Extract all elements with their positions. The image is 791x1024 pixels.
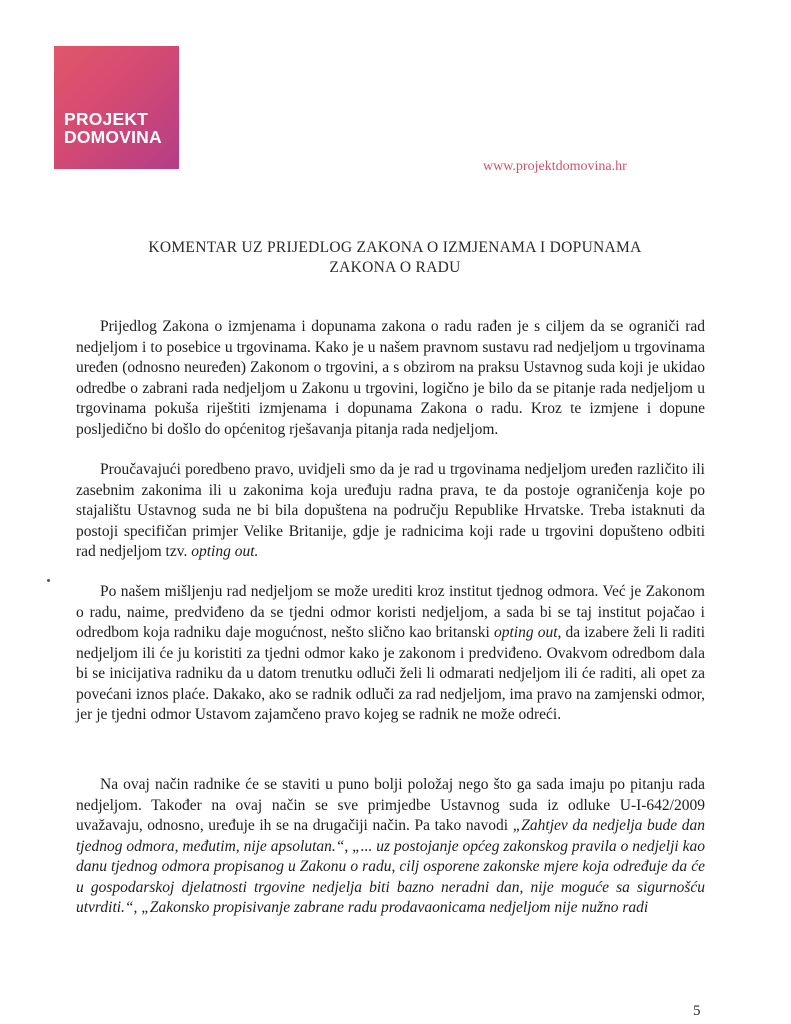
paragraph-4-italic: „Zahtjev da nedjelja bude dan tjednog odmora, međutim, nije apsolutan.“, „... uz postojanje općeg zakonskog pravila o nedjelji kao danu tjednog odmora propisanog u Zakonu o radu, cilj osporene zakonske mjere koja određuje da će u gospodarskoj djelatnosti trgovine nedjelja biti bazno neradni dan, nije moguće sa sigurnošću utvrditi.“, „Zakonsko propisivanje zabrane radu prodavaonicama nedjeljom nije nužno radi	[76, 817, 706, 916]
paragraph-4-text: Na ovaj način radnike će se staviti u puno bolji položaj nego što ga sada imaju po pitanju rada nedjeljom. Također na ovaj način se sve primjedbe Ustavnog suda iz odluke U-I-642/2009 uvažavaju, odnosno, uređuje ih se na drugačiji način. Pa tako navodi	[76, 776, 705, 834]
projekt-domovina-logo	[54, 46, 179, 169]
paragraph-3-italic: opting out,	[493, 624, 562, 641]
title-line1: KOMENTAR UZ PRIJEDLOG ZAKONA O IZMJENAMA I DOPUNAMA	[148, 239, 642, 256]
logo-line2: DOMOVINA	[64, 127, 162, 147]
paragraph-2-italic: opting out.	[191, 543, 259, 560]
logo-line1: PROJEKT	[64, 109, 149, 129]
paragraph-2-text: Proučavajući poredbeno pravo, uvidjeli smo da je rad u trgovinama nedjeljom uređen različito ili zasebnim zakonima ili u zakonima koja uređuju radna prava, te da postoje ograničenja koje po stajalištu Ustavnog suda ne bi bila dopuštena na području Republike Hrvatske. Treba istaknuti da postoji specifičan primjer Velike Britanije, gdje je radnicima koji rade u trgovini dopušteno odbiti rad nedjeljom tzv.	[76, 461, 705, 560]
paragraph-1	[76, 317, 705, 440]
title-line2: ZAKONA O RADU	[329, 259, 461, 276]
paragraph-3	[76, 582, 705, 726]
document-title	[100, 238, 690, 278]
paragraph-3-text-b: da izabere želi li raditi nedjeljom ili će ju koristiti za tjedni odmor kako je zakonom i predviđeno. Ovakvom odredbom dala bi se inicijativa radniku da u datom trenutku odluči želi li odmarati nedjeljom ili će raditi, ali opet za povećani iznos plaće. Dakako, ako se radnik odluči za rad nedjeljom, ima pravo na zamjenski odmor, jer je tjedni odmor Ustavom zajamčeno pravo kojeg se radnik ne može odreći.	[76, 624, 705, 723]
page-number: 5	[693, 1003, 701, 1019]
scan-mark	[47, 579, 50, 582]
paragraph-4	[76, 775, 705, 919]
paragraph-2	[76, 460, 705, 563]
paragraph-3-text-a: Po našem mišljenju rad nedjeljom se može urediti kroz institut tjednog odmora. Već je Zakonom o radu, naime, predviđeno da se tjedni odmor koristi nedjeljom, a sada bi se taj institut pojačao i odredbom koja radniku daje mogućnost, nešto slično kao britanski	[76, 583, 705, 641]
website-url: www.projektdomovina.hr	[483, 159, 627, 174]
paragraph-1-text: Prijedlog Zakona o izmjenama i dopunama zakona o radu rađen je s ciljem da se ograniči rad nedjeljom i to posebice u trgovinama. Kako je u našem pravnom sustavu rad nedjeljom u trgovinama uređen (odnosno neuređen) Zakonom o trgovini, a s obzirom na praksu Ustavnog suda koji je ukidao odredbe o zabrani rada nedjeljom u Zakonu u trgovini, logično je bilo da se pitanje rada nedjeljom u trgovinama pokuša riještiti izmjenama i dopunama Zakona o radu. Kroz te izmjene i dopune posljedično bi došlo do općenitog rješavanja pitanja rada nedjeljom.	[76, 318, 705, 438]
